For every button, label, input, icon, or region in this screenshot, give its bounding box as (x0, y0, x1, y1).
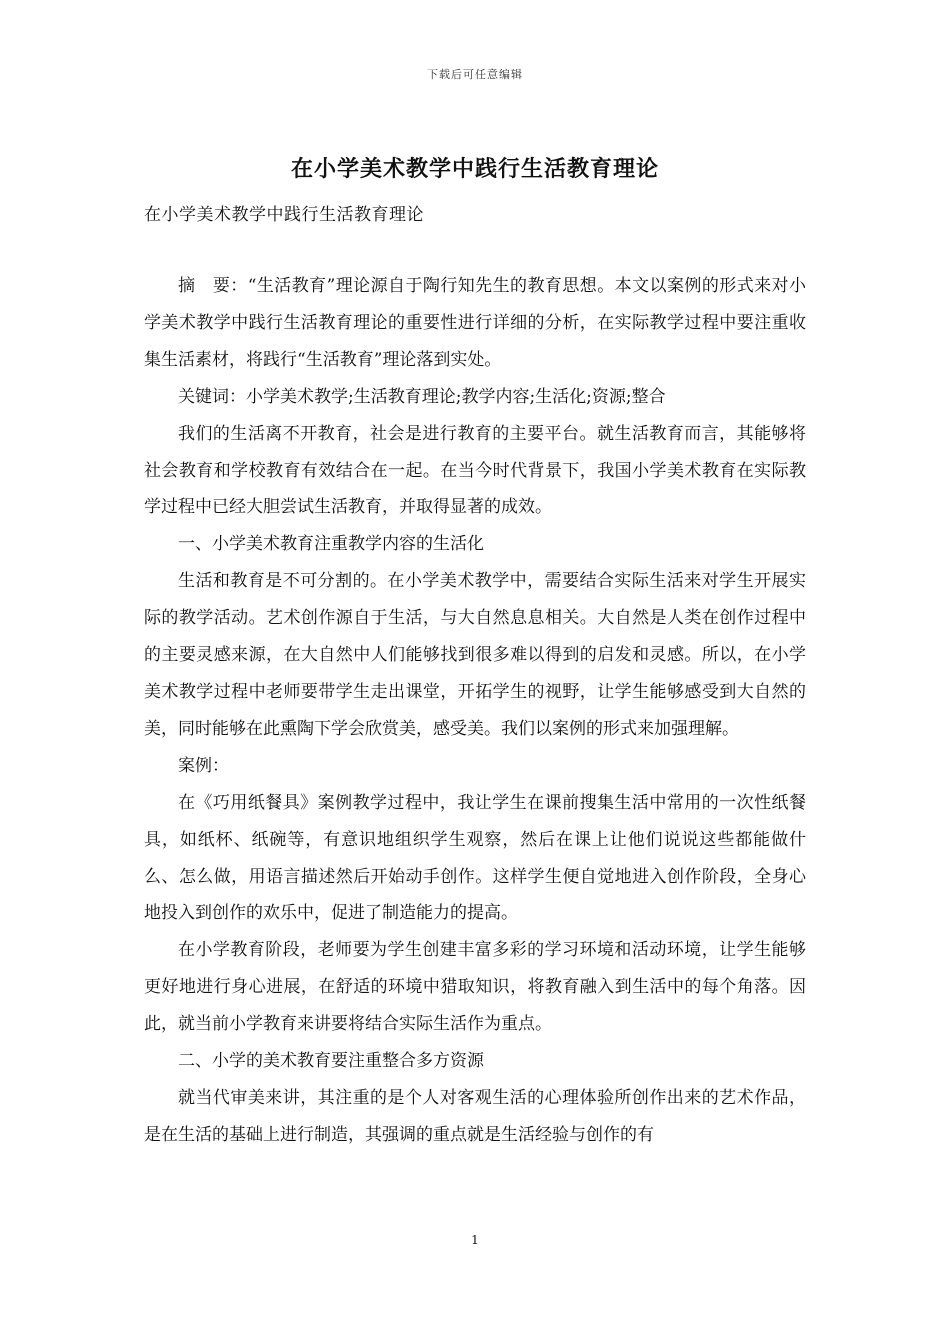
body-paragraph: 生活和教育是不可分割的。在小学美术教学中，需要结合实际生活来对学生开展实际的教学活动。艺术创作源自于生活，与大自然息息相关。大自然是人类在创作过程中的主要灵感来源，在大自然中人们能够找到很多难以得到的启发和灵感。所以，在小学美术教学过程中老师要带学生走出课堂，开拓学生的视野，让学生能够感受到大自然的美，同时能够在此熏陶下学会欣赏美，感受美。我们以案例的形式来加强理解。 (144, 571, 806, 739)
section-heading-1: 一、小学美术教育注重教学内容的生活化 (178, 534, 484, 555)
document-subtitle: 在小学美术教学中践行生活教育理论 (144, 205, 424, 225)
body-paragraph: 我们的生活离不开教育，社会是进行教育的主要平台。就生活教育而言，其能够将社会教育和学校教育有效结合在一起。在当今时代背景下，我国小学美术教育在实际教学过程中已经大胆尝试生活教育，并取得显著的成效。 (144, 423, 806, 518)
document-body (144, 268, 806, 1154)
page-number: 1 (471, 1233, 479, 1247)
document-title: 在小学美术教学中践行生活教育理论 (290, 156, 659, 182)
body-paragraph: 就当代审美来讲，其注重的是个人对客观生活的心理体验所创作出来的艺术作品，是在生活的基础上进行制造，其强调的重点就是生活经验与创作的有 (144, 1087, 806, 1145)
section-heading-2: 二、小学的美术教育要注重整合多方资源 (178, 1051, 484, 1072)
header-note: 下载后可任意编辑 (427, 68, 523, 81)
case-label: 案例： (178, 755, 229, 776)
keywords-paragraph: 关键词：小学美术教学;生活教育理论;教学内容;生活化;资源;整合 (178, 386, 666, 407)
abstract-paragraph: 摘 要：“生活教育”理论源自于陶行知先生的教育思想。本文以案例的形式来对小学美术教学中践行生活教育理论的重要性进行详细的分析，在实际教学过程中要注重收集生活素材，将践行“生活教育”理论落到实处。 (144, 276, 806, 370)
body-paragraph: 在《巧用纸餐具》案例教学过程中，我让学生在课前搜集生活中常用的一次性纸餐具，如纸杯、纸碗等，有意识地组织学生观察，然后在课上让他们说说这些都能做什么、怎么做，用语言描述然后开始动手创作。这样学生便自觉地进入创作阶段，全身心地投入到创作的欢乐中，促进了制造能力的提高。 (144, 792, 806, 924)
body-paragraph: 在小学教育阶段，老师要为学生创建丰富多彩的学习环境和活动环境，让学生能够更好地进行身心进展，在舒适的环境中猎取知识，将教育融入到生活中的每个角落。因此，就当前小学教育来讲要将结合实际生活作为重点。 (144, 940, 806, 1035)
